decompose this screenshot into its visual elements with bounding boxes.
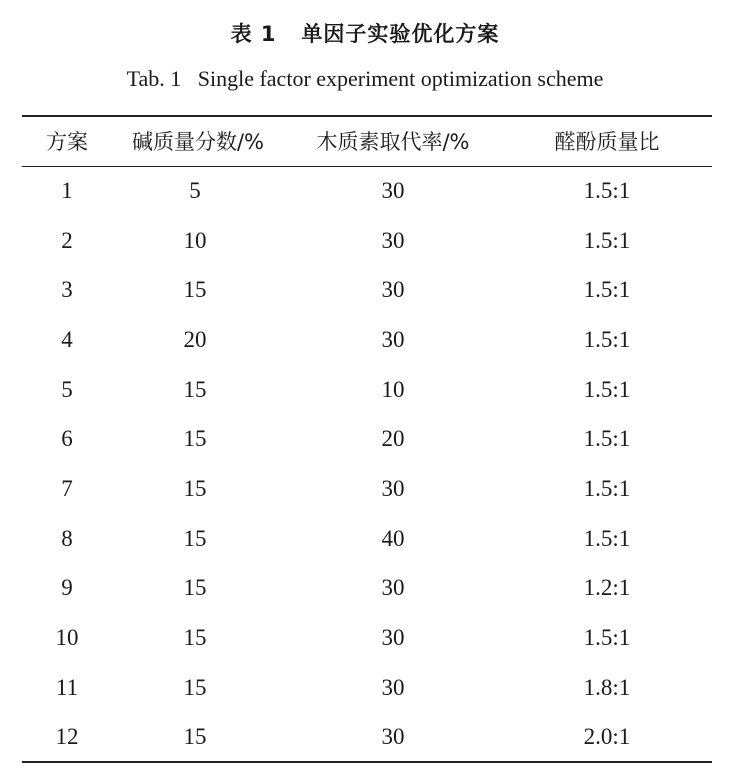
cell-lignin-substitution-rate: 30 [381, 227, 405, 253]
cell-scheme: 6 [61, 426, 73, 452]
table-row [22, 613, 712, 663]
cell-aldehyde-phenol-ratio: 1.5:1 [583, 178, 631, 204]
cell-aldehyde-phenol-ratio: 1.5:1 [583, 376, 631, 402]
cell-alkali-mass-fraction: 15 [183, 426, 207, 452]
cell-alkali-mass-fraction: 15 [183, 575, 207, 601]
cell-alkali-mass-fraction: 20 [183, 326, 207, 352]
cell-aldehyde-phenol-ratio: 1.5:1 [583, 475, 631, 501]
cell-alkali-mass-fraction: 15 [183, 475, 207, 501]
cell-scheme: 8 [61, 525, 73, 551]
table-row [22, 365, 712, 415]
cell-lignin-substitution-rate: 30 [381, 674, 405, 700]
table-row [22, 315, 712, 365]
cell-aldehyde-phenol-ratio: 1.5:1 [583, 625, 631, 651]
table-caption-english: Tab. 1 Single factor experiment optimization scheme [126, 66, 604, 91]
header-row [22, 116, 712, 166]
cell-aldehyde-phenol-ratio: 1.5:1 [583, 525, 631, 551]
cell-lignin-substitution-rate: 30 [381, 178, 405, 204]
cell-aldehyde-phenol-ratio: 1.5:1 [583, 227, 631, 253]
cell-alkali-mass-fraction: 15 [183, 376, 207, 402]
table-row [22, 265, 712, 315]
cell-alkali-mass-fraction: 15 [183, 277, 207, 303]
scheme-table [22, 115, 712, 763]
cell-lignin-substitution-rate: 30 [381, 475, 405, 501]
cell-lignin-substitution-rate: 40 [381, 525, 405, 551]
cell-scheme: 5 [61, 376, 73, 402]
cell-scheme: 10 [55, 625, 79, 651]
cell-lignin-substitution-rate: 30 [381, 625, 405, 651]
cell-alkali-mass-fraction: 15 [183, 525, 207, 551]
table-row [22, 216, 712, 266]
column-header-aldehyde-phenol-mass-ratio: 醛酚质量比 [554, 130, 660, 155]
cell-lignin-substitution-rate: 30 [381, 723, 405, 749]
cell-lignin-substitution-rate: 30 [381, 575, 405, 601]
table-row [22, 713, 712, 763]
column-header-alkali-mass-fraction: 碱质量分数/% [131, 130, 265, 155]
cell-alkali-mass-fraction: 10 [183, 227, 207, 253]
cell-aldehyde-phenol-ratio: 2.0:1 [583, 723, 631, 749]
cell-lignin-substitution-rate: 30 [381, 277, 405, 303]
cell-scheme: 11 [55, 674, 79, 700]
cell-alkali-mass-fraction: 5 [189, 178, 201, 204]
cell-lignin-substitution-rate: 20 [381, 426, 405, 452]
cell-aldehyde-phenol-ratio: 1.5:1 [583, 277, 631, 303]
cell-scheme: 7 [61, 475, 73, 501]
cell-alkali-mass-fraction: 15 [183, 625, 207, 651]
cell-alkali-mass-fraction: 15 [183, 723, 207, 749]
column-header-lignin-substitution-rate: 木质素取代率/% [316, 130, 470, 155]
table-row [22, 464, 712, 514]
cell-scheme: 4 [61, 326, 73, 352]
table-row [22, 514, 712, 564]
cell-scheme: 12 [55, 723, 79, 749]
cell-lignin-substitution-rate: 10 [381, 376, 405, 402]
cell-scheme: 1 [61, 178, 73, 204]
cell-aldehyde-phenol-ratio: 1.5:1 [583, 426, 631, 452]
cell-lignin-substitution-rate: 30 [381, 326, 405, 352]
cell-scheme: 9 [61, 575, 73, 601]
table-row [22, 414, 712, 464]
table-row [22, 663, 712, 713]
cell-scheme: 2 [61, 227, 73, 253]
table-row [22, 166, 712, 216]
table-body [22, 166, 712, 762]
table-row [22, 564, 712, 614]
cell-aldehyde-phenol-ratio: 1.8:1 [583, 674, 631, 700]
cell-aldehyde-phenol-ratio: 1.5:1 [583, 326, 631, 352]
column-header-scheme: 方案 [46, 130, 88, 155]
cell-scheme: 3 [61, 277, 73, 303]
table-caption-chinese: 表 1 单因子实验优化方案 [230, 22, 500, 46]
cell-aldehyde-phenol-ratio: 1.2:1 [583, 575, 631, 601]
cell-alkali-mass-fraction: 15 [183, 674, 207, 700]
